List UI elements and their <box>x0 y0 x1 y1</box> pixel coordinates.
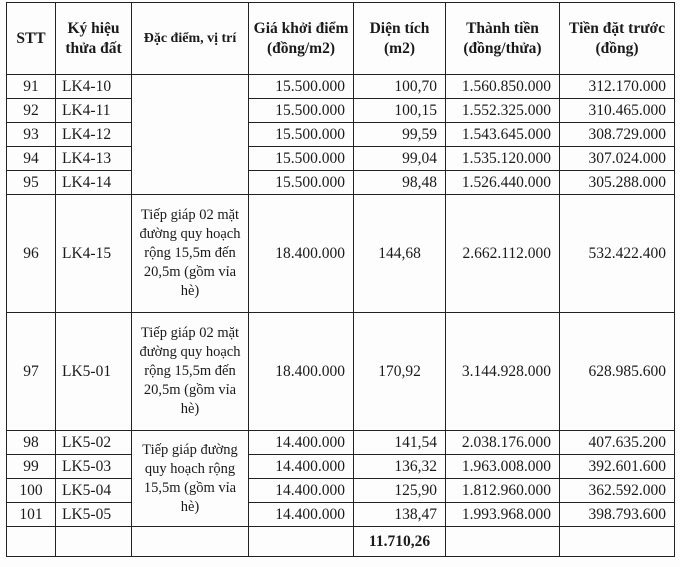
cell-gia: 15.500.000 <box>249 123 354 147</box>
cell-thanh-tien: 1.526.440.000 <box>446 171 560 195</box>
header-thanh-tien: Thành tiền (đồng/thửa) <box>446 3 560 75</box>
cell-stt: 91 <box>7 75 56 99</box>
cell-stt: 97 <box>7 313 56 431</box>
table-row <box>7 147 675 171</box>
cell-stt: 99 <box>7 455 56 479</box>
table-row <box>7 431 675 455</box>
cell-tien-dat-truoc: 532.422.400 <box>560 195 675 313</box>
cell-thanh-tien: 1.535.120.000 <box>446 147 560 171</box>
cell-dien-tich: 138,47 <box>354 503 446 527</box>
cell-dac-diem: Tiếp giáp 02 mặt đường quy hoạch rộng 15,5m đến 20,5m (gồm vỉa hè) <box>132 195 249 313</box>
table-row <box>7 479 675 503</box>
header-gia: Giá khởi điểm (đồng/m2) <box>249 3 354 75</box>
cell-gia: 14.400.000 <box>249 455 354 479</box>
cell-gia: 14.400.000 <box>249 431 354 455</box>
cell-stt: 92 <box>7 99 56 123</box>
cell-gia: 15.500.000 <box>249 147 354 171</box>
table-row <box>7 313 675 431</box>
cell-ky-hieu: LK4-15 <box>56 195 132 313</box>
cell-dien-tich: 136,32 <box>354 455 446 479</box>
cell-tien-dat-truoc: 312.170.000 <box>560 75 675 99</box>
total-cell-empty <box>560 527 675 557</box>
cell-stt: 100 <box>7 479 56 503</box>
cell-dien-tich: 144,68 <box>354 195 446 313</box>
table-row <box>7 75 675 99</box>
cell-gia: 15.500.000 <box>249 171 354 195</box>
cell-tien-dat-truoc: 628.985.600 <box>560 313 675 431</box>
cell-gia: 15.500.000 <box>249 99 354 123</box>
cell-tien-dat-truoc: 362.592.000 <box>560 479 675 503</box>
cell-stt: 93 <box>7 123 56 147</box>
table-row <box>7 455 675 479</box>
cell-thanh-tien: 3.144.928.000 <box>446 313 560 431</box>
cell-ky-hieu: LK5-04 <box>56 479 132 503</box>
cell-gia: 18.400.000 <box>249 195 354 313</box>
table-row <box>7 195 675 313</box>
total-cell-empty <box>446 527 560 557</box>
cell-gia: 18.400.000 <box>249 313 354 431</box>
cell-thanh-tien: 1.560.850.000 <box>446 75 560 99</box>
cell-tien-dat-truoc: 308.729.000 <box>560 123 675 147</box>
header-tien-dat-truoc: Tiền đặt trước (đồng) <box>560 3 675 75</box>
total-area: 11.710,26 <box>354 527 446 557</box>
cell-tien-dat-truoc: 310.465.000 <box>560 99 675 123</box>
header-ky-hieu: Ký hiệu thửa đất <box>56 3 132 75</box>
cell-dien-tich: 125,90 <box>354 479 446 503</box>
header-row <box>7 3 675 75</box>
cell-ky-hieu: LK4-14 <box>56 171 132 195</box>
cell-ky-hieu: LK5-03 <box>56 455 132 479</box>
cell-dien-tich: 98,48 <box>354 171 446 195</box>
cell-gia: 15.500.000 <box>249 75 354 99</box>
cell-thanh-tien: 1.993.968.000 <box>446 503 560 527</box>
cell-tien-dat-truoc: 307.024.000 <box>560 147 675 171</box>
cell-ky-hieu: LK4-11 <box>56 99 132 123</box>
cell-ky-hieu: LK4-10 <box>56 75 132 99</box>
cell-dien-tich: 99,59 <box>354 123 446 147</box>
cell-thanh-tien: 1.963.008.000 <box>446 455 560 479</box>
cell-stt: 96 <box>7 195 56 313</box>
cell-ky-hieu: LK4-12 <box>56 123 132 147</box>
cell-thanh-tien: 1.552.325.000 <box>446 99 560 123</box>
total-cell-empty <box>7 527 56 557</box>
cell-thanh-tien: 2.038.176.000 <box>446 431 560 455</box>
cell-tien-dat-truoc: 392.601.600 <box>560 455 675 479</box>
cell-ky-hieu: LK5-01 <box>56 313 132 431</box>
cell-tien-dat-truoc: 398.793.600 <box>560 503 675 527</box>
table-row <box>7 503 675 527</box>
cell-tien-dat-truoc: 407.635.200 <box>560 431 675 455</box>
table-row <box>7 99 675 123</box>
cell-dac-diem-group: Tiếp giáp đường quy hoạch rộng 15,5m (gồm vỉa hè) <box>132 431 249 527</box>
header-dien-tich: Diện tích (m2) <box>354 3 446 75</box>
total-cell-empty <box>56 527 132 557</box>
total-cell-empty <box>249 527 354 557</box>
cell-stt: 94 <box>7 147 56 171</box>
cell-stt: 101 <box>7 503 56 527</box>
cell-dien-tich: 100,70 <box>354 75 446 99</box>
cell-tien-dat-truoc: 305.288.000 <box>560 171 675 195</box>
cell-ky-hieu: LK4-13 <box>56 147 132 171</box>
cell-thanh-tien: 1.812.960.000 <box>446 479 560 503</box>
cell-thanh-tien: 1.543.645.000 <box>446 123 560 147</box>
table-row <box>7 171 675 195</box>
cell-gia: 14.400.000 <box>249 503 354 527</box>
cell-gia: 14.400.000 <box>249 479 354 503</box>
header-dac-diem: Đặc điểm, vị trí <box>132 3 249 75</box>
cell-dien-tich: 170,92 <box>354 313 446 431</box>
table-row <box>7 123 675 147</box>
cell-thanh-tien: 2.662.112.000 <box>446 195 560 313</box>
total-cell-empty <box>132 527 249 557</box>
cell-stt: 95 <box>7 171 56 195</box>
cell-dien-tich: 141,54 <box>354 431 446 455</box>
cell-dac-diem: Tiếp giáp 02 mặt đường quy hoạch rộng 15,5m đến 20,5m (gồm vỉa hè) <box>132 313 249 431</box>
total-row <box>7 527 675 557</box>
cell-dien-tich: 99,04 <box>354 147 446 171</box>
land-plot-table <box>6 2 675 557</box>
header-stt: STT <box>7 3 56 75</box>
cell-dac-diem-empty <box>132 75 249 195</box>
cell-ky-hieu: LK5-05 <box>56 503 132 527</box>
cell-stt: 98 <box>7 431 56 455</box>
cell-ky-hieu: LK5-02 <box>56 431 132 455</box>
cell-dien-tich: 100,15 <box>354 99 446 123</box>
